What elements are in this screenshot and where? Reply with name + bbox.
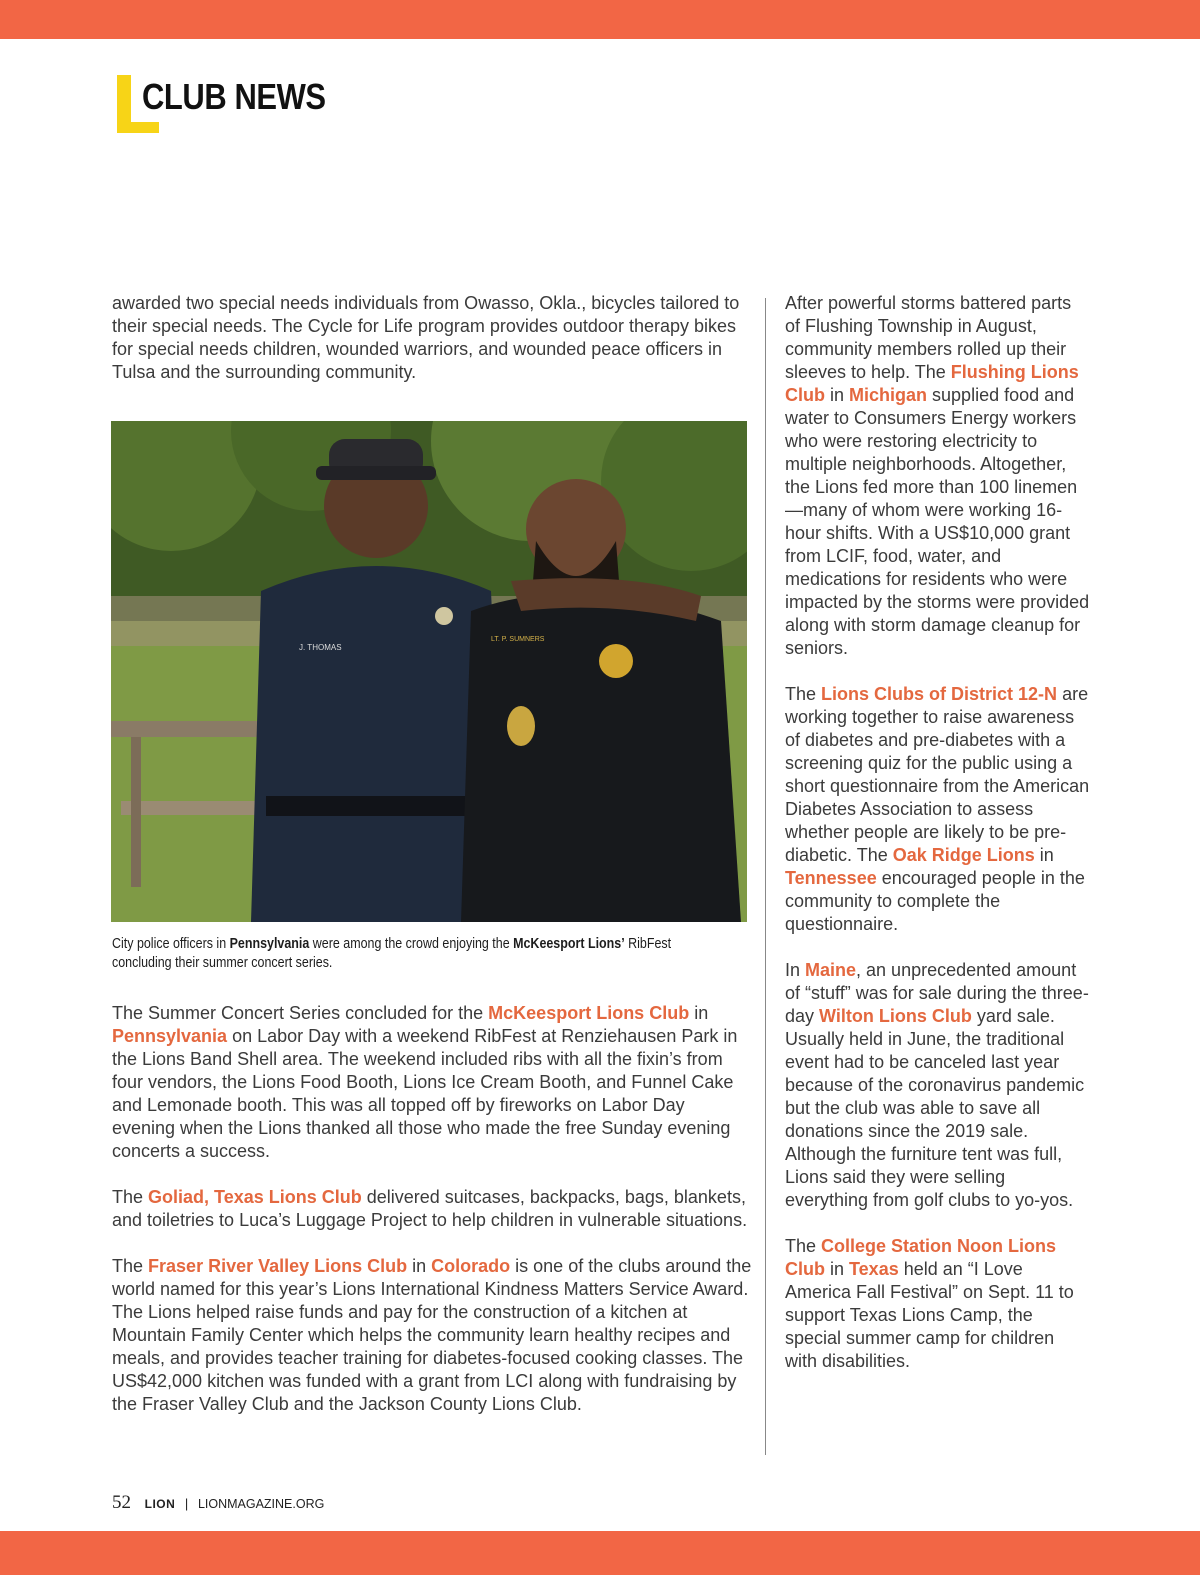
badge-name-left: J. THOMAS [299,643,342,652]
article-college-station: The College Station Noon Lions Club in Texas held an “I Love America Fall Festival” on Sept. 11 to support Texas Lions Camp, the special summer camp for children with disabilities. [785,1236,1074,1371]
article-photo [111,421,747,922]
article-flushing: After powerful storms battered parts of Flushing Township in August, community members rolled up their sleeves to help. The Flushing Lions Club in Michigan supplied food and water to Consumers Energy workers who were restoring electricity to multiple neighborhoods. Altogether, the Lions fed more than 100 linemen—many of whom were working 16-hour shifts. With a US$10,000 grant from LCIF, food, water, and medications for residents who were impacted by the storms were provided along with storm damage cleanup for seniors. [785,293,1090,658]
intro-paragraph: awarded two special needs individuals from Owasso, Okla., bicycles tailored to their special needs. The Cycle for Life program provides outdoor therapy bikes for special needs children, wounded warriors, and wounded peace officers in Tulsa and the surrounding community. [112,293,740,382]
badge-name-right: LT. P. SUMNERS [491,636,545,643]
photo-caption: City police officers in Pennsylvania were among the crowd enjoying the McKeesport Lions’ RibFest concluding their summer concert series. [112,936,672,971]
police-officers-photo [111,421,747,922]
page-number: 52 [112,1492,131,1513]
website-link[interactable]: LIONMAGAZINE.ORG [197,1497,325,1511]
left-column-articles [112,1002,752,1439]
page-footer [112,1492,324,1514]
club-link: McKeesport Lions Club [488,1003,690,1023]
article-wilton: In Maine, an unprecedented amount of “stuff” was for sale during the three-day Wilton Lions Club yard sale. Usually held in June, the traditional event had to be canceled last year because of the coronavirus pandemic but the club was able to save all donations since the 2019 sale. Although the furniture tent was full, Lions said they were selling everything from golf clubs to yo-yos. [785,960,1089,1210]
left-column-intro [112,292,752,407]
right-column-articles [785,292,1090,1396]
bottom-accent-bar [0,1531,1200,1575]
magazine-name: LION [144,1497,176,1511]
section-title: CLUB NEWS [142,76,326,117]
article-district-12n: The Lions Clubs of District 12-N are working together to raise awareness of diabetes and pre-diabetes with a screening quiz for the public using a short questionnaire from the American Diabetes Association to assess whether people are likely to be pre-diabetic. The Oak Ridge Lions in Tennessee encouraged people in the community to complete the questionnaire. [785,684,1090,934]
top-accent-bar [0,0,1200,39]
column-divider [765,298,766,1455]
article-goliad: The Goliad, Texas Lions Club delivered suitcases, backpacks, bags, blankets, and toiletries to Luca’s Luggage Project to help children in vulnerable situations. [112,1187,748,1230]
article-fraser-river: The Fraser River Valley Lions Club in Colorado is one of the clubs around the world named for this year’s Lions International Kindness Matters Service Award. The Lions helped raise funds and pay for the construction of a kitchen at Mountain Family Center which helps the community learn healthy recipes and meals, and provides teacher training for diabetes-focused cooking classes. The US$42,000 kitchen was funded with a grant from LCI along with fundraising by the Fraser Valley Club and the Jackson County Lions Club. [112,1256,752,1414]
footer-separator: | [184,1496,189,1511]
article-mckeesport: The Summer Concert Series concluded for the McKeesport Lions Club in Pennsylvania on Labor Day with a weekend RibFest at Renziehausen Park in the Lions Band Shell area. The weekend included ribs with all the fixin’s from four vendors, the Lions Food Booth, Lions Ice Cream Booth, and Funnel Cake and Lemonade booth. This was all topped off by fireworks on Labor Day evening when the Lions thanked all those who made the free Sunday evening concerts a success. [112,1003,738,1161]
